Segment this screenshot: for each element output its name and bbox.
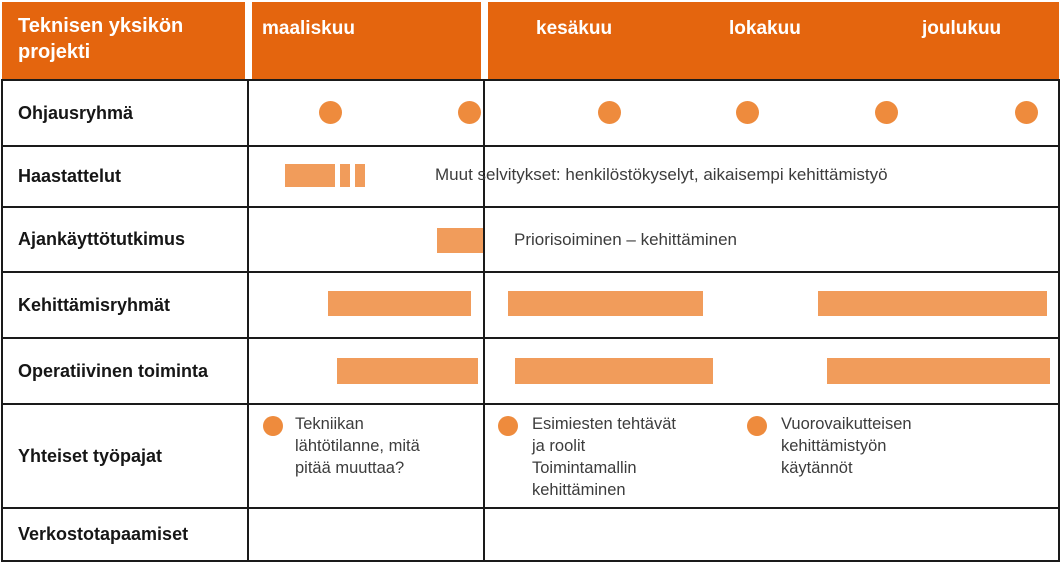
timeline-cell — [249, 509, 1058, 560]
table-row — [3, 405, 1058, 509]
workshop-note-line: pitää muuttaa? — [295, 459, 405, 477]
month-label-kesakuu: kesäkuu — [536, 18, 613, 39]
workshop-note-line: Esimiesten tehtävät — [532, 415, 676, 433]
row-label: Yhteiset työpajat — [18, 445, 163, 466]
timeline-cell — [249, 81, 1058, 145]
column-divider — [483, 79, 485, 562]
header-month-cell-rest — [488, 2, 1059, 79]
row-label: Operatiivinen toiminta — [18, 360, 209, 381]
workshop-note-line: Vuorovaikutteisen — [781, 415, 912, 433]
row-label-cell — [3, 147, 249, 206]
table-row — [3, 339, 1058, 405]
row-label-cell — [3, 208, 249, 271]
row-label-cell — [3, 273, 249, 337]
month-label-maaliskuu: maaliskuu — [262, 18, 355, 39]
header-month-cell-maaliskuu — [252, 2, 481, 79]
workshop-note-line: ja roolit — [532, 437, 586, 455]
workshop-note-line: Tekniikan — [295, 415, 364, 433]
timeline-note: Muut selvitykset: henkilöstökyselyt, aikaisempi kehittämistyö — [435, 165, 888, 184]
row-label: Verkostotapaamiset — [18, 524, 189, 544]
table-row — [3, 208, 1058, 273]
timeline-cell — [249, 273, 1058, 337]
timeline-cell — [249, 147, 1058, 206]
row-label: Ohjausryhmä — [18, 102, 134, 123]
month-label-lokakuu: lokakuu — [729, 18, 801, 39]
row-label-cell — [3, 339, 249, 403]
row-label: Kehittämisryhmät — [18, 294, 171, 315]
timeline-cell — [249, 208, 1058, 271]
chart-title: Teknisen yksikön projekti — [18, 15, 184, 63]
timeline-note: Priorisoiminen – kehittäminen — [514, 230, 737, 249]
workshop-note-line: kehittäminen — [532, 481, 626, 499]
month-label-joulukuu: joulukuu — [922, 18, 1002, 39]
workshop-note-line: käytännöt — [781, 459, 853, 477]
workshop-note-line: Toimintamallin — [532, 459, 637, 477]
table-row — [3, 273, 1058, 339]
timeline-table-body — [1, 79, 1060, 562]
timeline-cell — [249, 405, 1058, 507]
header-title-cell — [2, 2, 245, 79]
table-row — [3, 147, 1058, 208]
row-label: Ajankäyttötutkimus — [18, 229, 186, 249]
table-row — [3, 81, 1058, 147]
table-row — [3, 509, 1058, 560]
timeline-cell — [249, 339, 1058, 403]
workshop-note-line: lähtötilanne, mitä — [295, 437, 420, 455]
row-label-cell — [3, 509, 249, 560]
row-label-cell — [3, 405, 249, 507]
row-label: Haastattelut — [18, 166, 122, 186]
row-label-cell — [3, 81, 249, 145]
workshop-note-line: kehittämistyön — [781, 437, 887, 455]
